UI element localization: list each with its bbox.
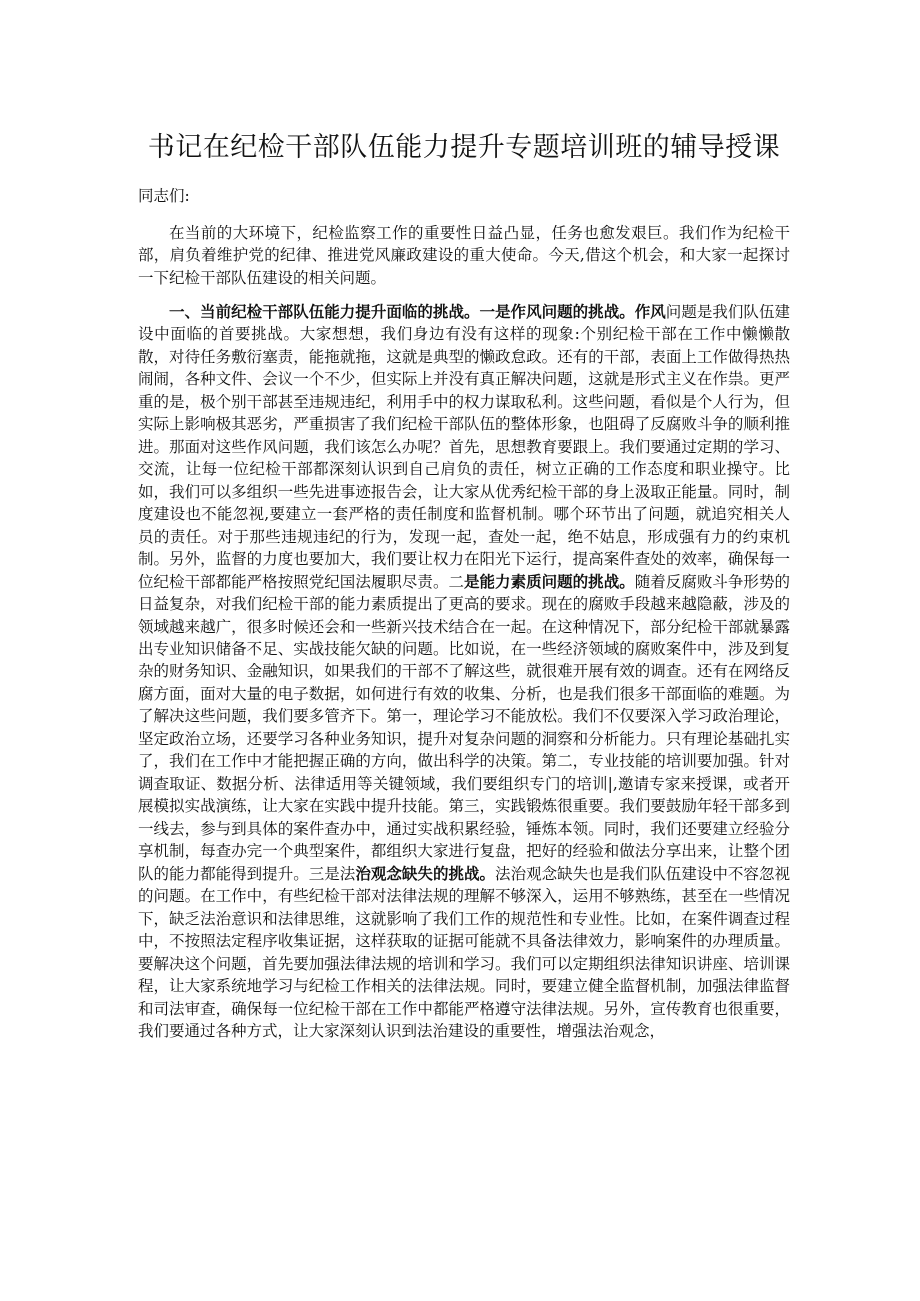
salutation: 同志们: — [138, 187, 190, 206]
sub2-body: 随着反腐败斗争形势的日益复杂，对我们纪检干部的能力素质提出了更高的要求。现在的腐败手段越来越隐蔽，涉及的领域越来越广，很多时候还会和一些新兴技术结合在一起。在这种情况下，部分纪检干部就暴露出专业知识储备不足、实战技能欠缺的问题。比如说，在一些经济领域的腐败案件中，涉及到复杂的财务知识、金融知识，如果我们的干部不了解这些，就很难开展有效的调查。还有在网络反腐方面，面对大量的电子数据，如何进行有效的收集、分析，也是我们很多干部面临的难题。为了解决这些问题，我们要多管齐下。第一，理论学习不能放松。我们不仅要深入学习政治理论，坚定政治立场，还要学习各种业务知识，提升对复杂问题的洞察和分析能力。只有理论基础扎实了，我们在工作中才能把握正确的方向，做出科学的决策。第二，专业技能的培训要加强。针对调查取证、数据分析、法律适用等关键领域，我们要组织专门的培训|,邀请专家来授课，或者开展模拟实战演练，让大家在实践中提升技能。第三，实践锻炼很重要。我们要鼓励年轻干部多到一线去，参与到具体的案件查办中，通过实战积累经验，锤炼本领。同时，我们还要建立经验分享机制，每查办完一个典型案件，都组织大家进行复盘，把好的经验和做法分享出来，让整个团队的能力都能得到提升。三是法 — [138, 572, 790, 883]
sub3-heading: 治观念缺失的挑战。 — [355, 863, 496, 883]
sub3-body: 法治观念缺失也是我们队伍建设中不容忽视的问题。在工作中，有些纪检干部对法律法规的理解不够深入，运用不够熟练，甚至在一些情况下，缺乏法治意识和法律思维，这就影响了我们工作的规范性和专业性。比如，在案件调查过程中，不按照法定程序收集证据，这样获取的证据可能就不具备法律效力，影响案件的办理质量。要解决这个问题，首先要加强法律法规的培训和学习。我们可以定期组织法律知识讲座、培训课程，让大家系统地学习与纪检工作相关的法律法规。同时，要建立健全监督机制，加强法律监督和司法审查，确保每一位纪检干部在工作中都能严格遵守法律法规。另外，宣传教育也很重要，我们要通过各种方式，让大家深刻认识到法治建设的重要性，增强法治观念， — [138, 864, 790, 1040]
document-title: 书记在纪检干部队伍能力提升专题培训班的辅导授课 — [147, 132, 781, 163]
document-page — [138, 130, 790, 1054]
challenges-paragraph — [138, 301, 790, 1042]
sub2-heading: 是能力素质问题的挑战。 — [464, 571, 635, 591]
sub1-heading: 一是作风问题的挑战。作风 — [479, 301, 666, 321]
sub1-body: 问题是我们队伍建设中面临的首要挑战。大家想想，我们身边有没有这样的现象:个别纪检干部在工作中懒懒散散，对待任务敷衍塞责，能拖就拖，这就是典型的懒政怠政。还有的干部，表面上工作做得热热闹闹，各种文件、会议一个不少，但实际上并没有真正解决问题，这就是形式主义在作祟。更严重的是，极个别干部甚至违规违纪，利用手中的权力谋取私利。这些问题，看似是个人行为，但实际上影响极其恶劣，严重损害了我们纪检干部队伍的整体形象，也阻碍了反腐败斗争的顺利推进。那面对这些作风问题，我们该怎么办呢？首先，思想教育要跟上。我们要通过定期的学习、交流，让每一位纪检干部都深刻认识到自己肩负的责任，树立正确的工作态度和职业操守。比如，我们可以多组织一些先进事迹报告会，让大家从优秀纪检干部的身上汲取正能量。同时，制度建设也不能忽视,要建立一套严格的责任制度和监督机制。哪个环节出了问题，就追究相关人员的责任。对于那些违规违纪的行为，发现一起，查处一起，绝不姑息，形成强有力的约束机制。另外，监督的力度也要加大，我们要让权力在阳光下运行，提高案件查处的效率，确保每一位纪检干部都能严格按照党纪国法履职尽责。二 — [138, 302, 790, 591]
section-heading: 一、当前纪检干部队伍能力提升面临的挑战。 — [169, 301, 480, 321]
intro-paragraph: 在当前的大环境下，纪检监察工作的重要性日益凸显，任务也愈发艰巨。我们作为纪检干部，肩负着维护党的纪律、推进党风廉政建设的重大使命。今天,借这个机会，和大家一起探讨一下纪检干部队伍建设的相关问题。 — [138, 223, 790, 287]
